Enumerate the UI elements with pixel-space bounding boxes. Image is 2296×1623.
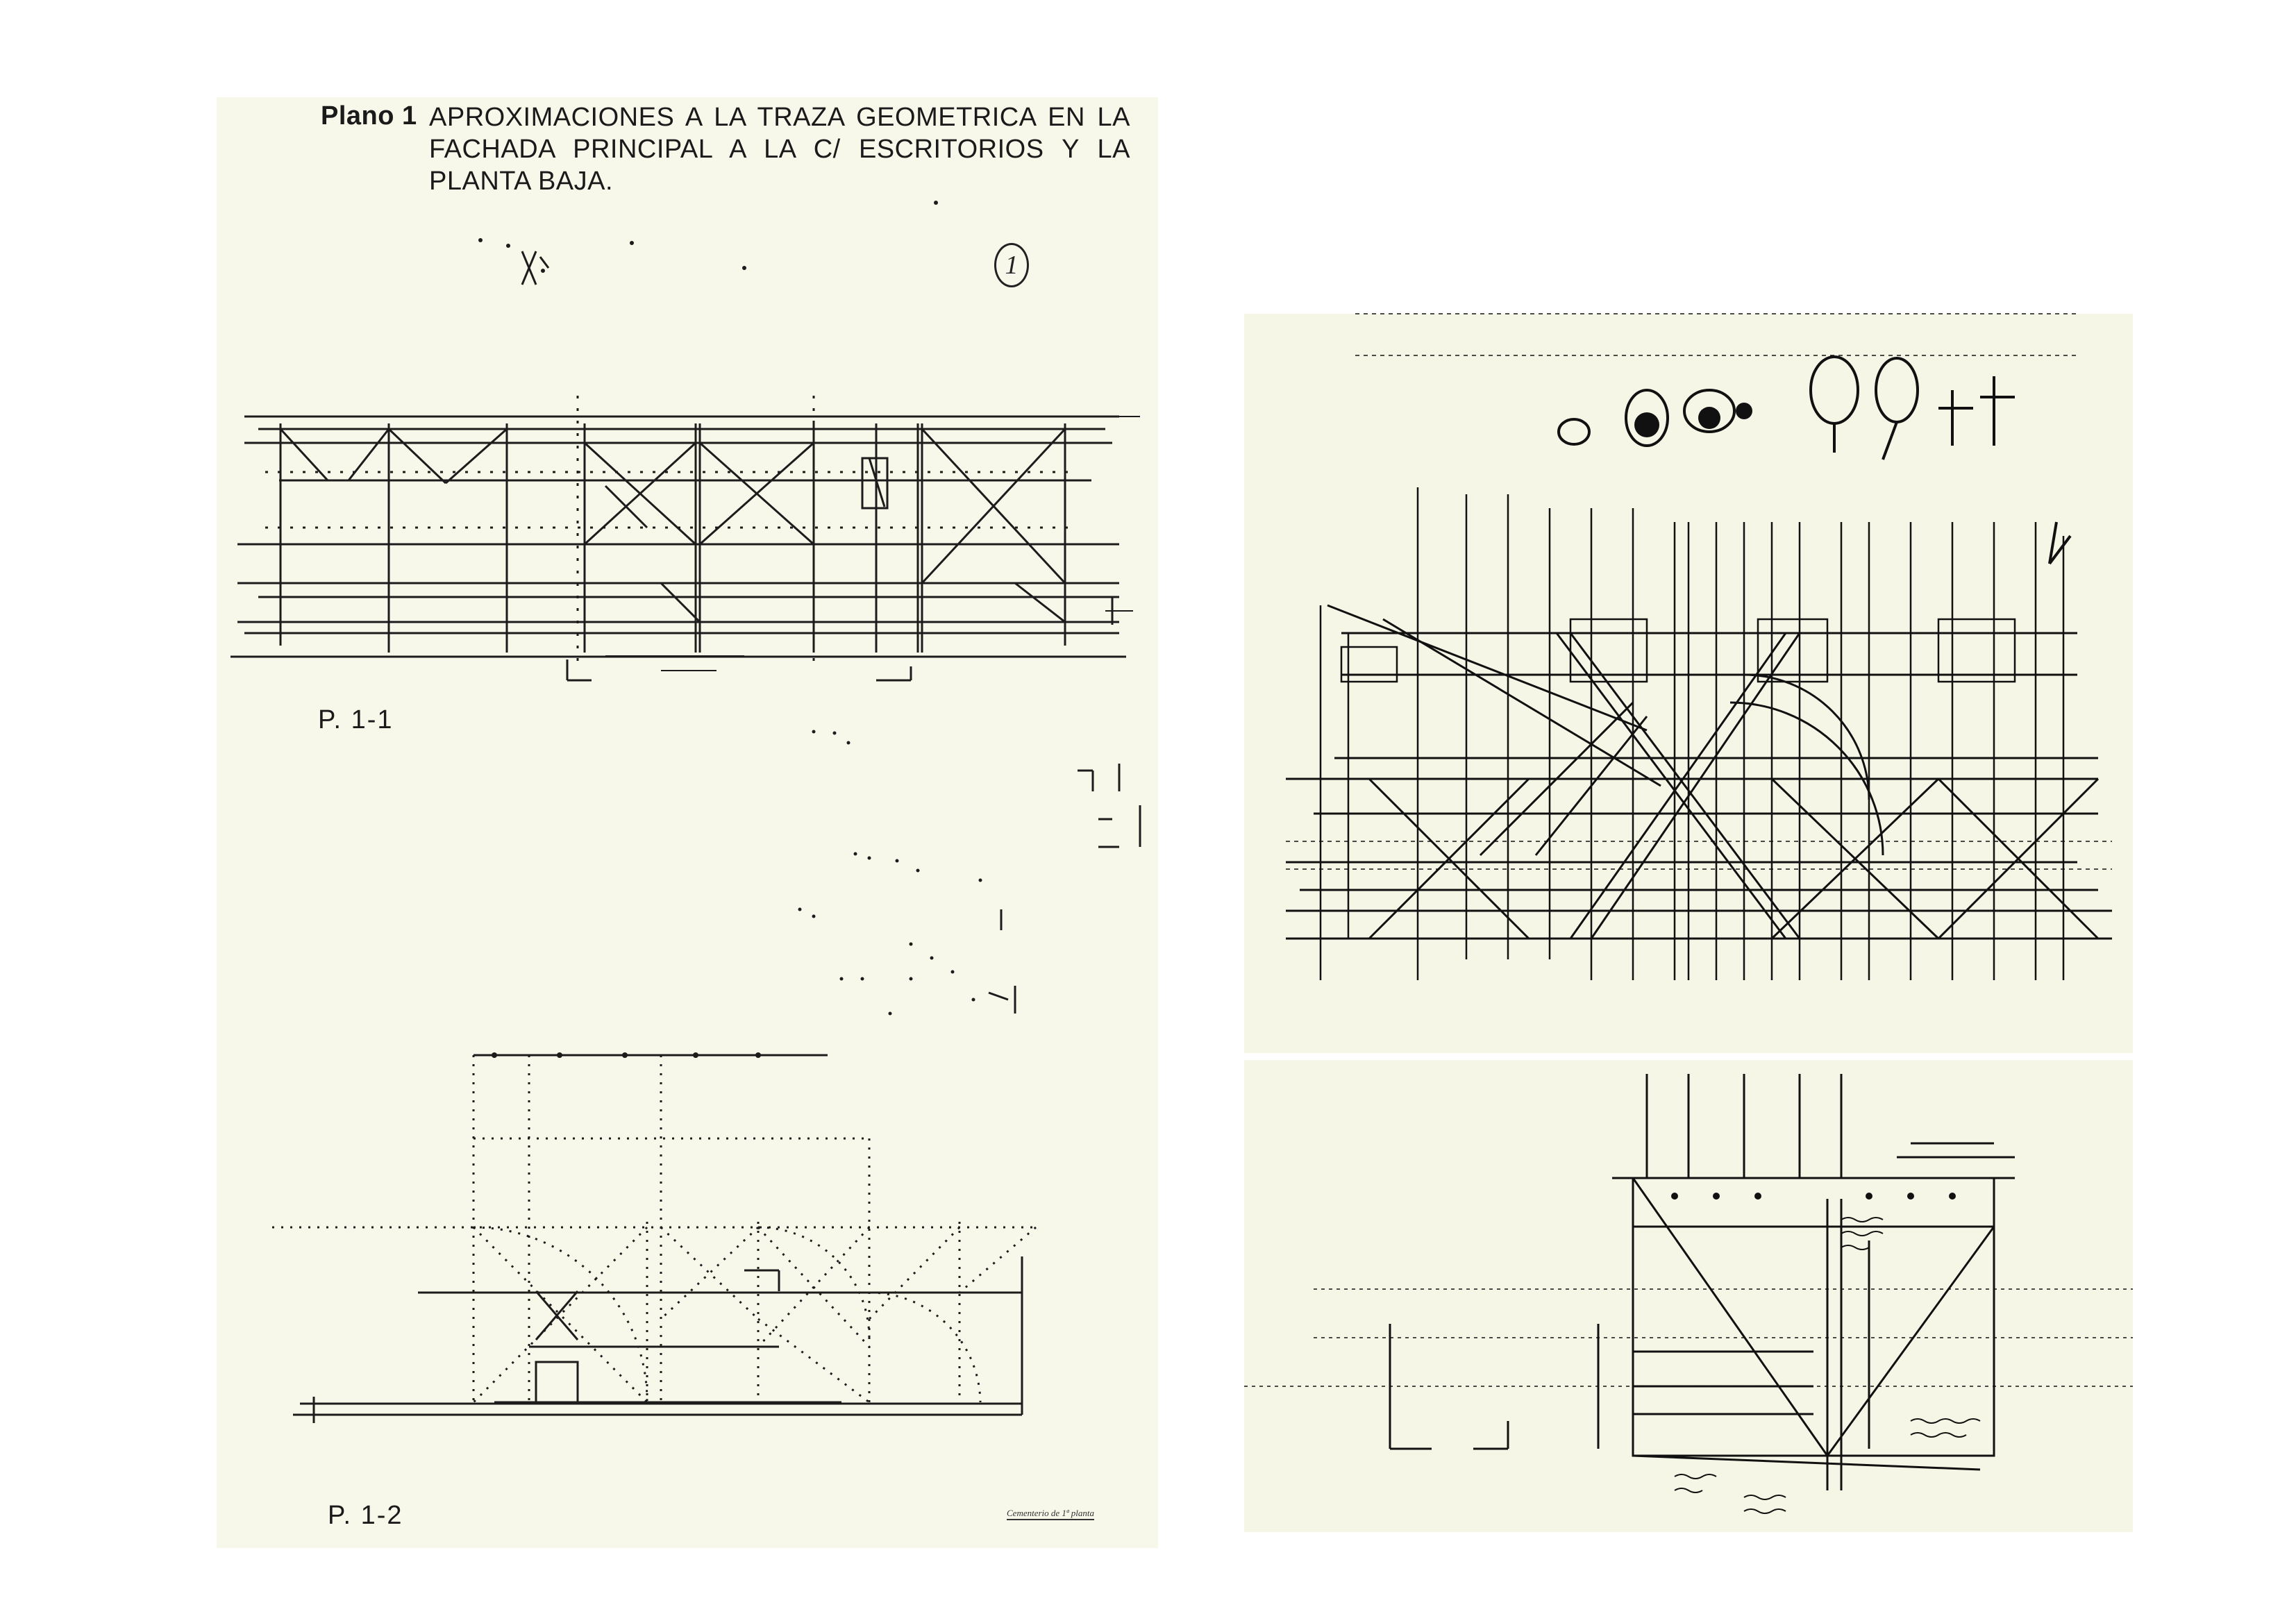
facade-sketch-sheet [1244, 314, 2133, 1053]
figure-caption-p1-2: P. 1-2 [328, 1501, 403, 1530]
archive-stamp: Cementerio de 1ª planta [1007, 1508, 1094, 1520]
ground-floor-plan-drawing [217, 97, 1158, 1548]
plan-label: Plano 1 [321, 101, 417, 131]
floor-plan-sketch [1244, 1060, 2133, 1532]
plan-title: APROXIMACIONES A LA TRAZA GEOMETRICA EN LA FACHADA PRINCIPAL A LA C/ ESCRITORIOS Y LA PLANTA BAJA. [429, 103, 1130, 196]
floor-plan-sketch-sheet [1244, 1060, 2133, 1532]
facade-tracing-sketch [1244, 314, 2133, 1053]
sheet-number-mark: 1 [994, 243, 1029, 287]
plan-sheet [217, 97, 1158, 1548]
figure-caption-p1-1: P. 1-1 [318, 705, 394, 734]
